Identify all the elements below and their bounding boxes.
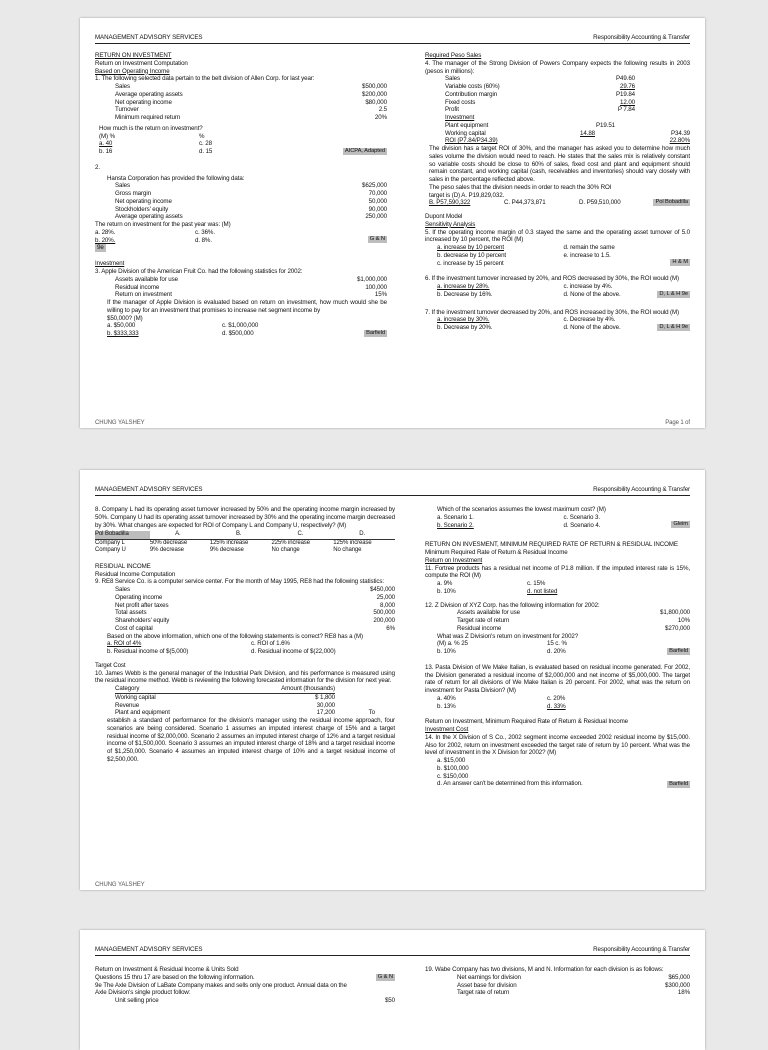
table-row: Pol Bobadilla A. B. C. D.: [95, 531, 395, 539]
table-row: Target rate of return 10%: [457, 617, 690, 624]
question-2-number: 2.: [95, 163, 100, 171]
q1-ask: How much is the return on investment?: [99, 124, 203, 132]
table-row: Plant and equipment 17,200 To: [115, 709, 375, 717]
table-row: Assets available for use $1,000,000: [115, 275, 387, 283]
table-row: Cost of capital 6%: [115, 624, 395, 632]
header-left: MANAGEMENT ADVISORY SERVICES: [95, 946, 203, 953]
table-row: Sales $625,000: [115, 182, 387, 190]
source-tag: H & M: [672, 259, 688, 266]
footer-left: CHUNG YALSHEY: [95, 882, 145, 888]
table-row: Target rate of return 18%: [457, 989, 690, 997]
footer-right: Page 1 of: [665, 420, 690, 426]
section-subtitle: Return on Investment Computation: [95, 59, 188, 67]
right-column: [425, 966, 690, 997]
document-page-3: [80, 930, 705, 1050]
section-title: Return on Investment & Residual Income & Units Sold: [95, 966, 239, 973]
q10-ask: Which of the scenarios assumes the lowest maximum cost? (M): [437, 506, 606, 513]
table-row: Revenue 30,000: [115, 701, 335, 709]
intro-text: 9e The Axle Division of LaBate Company makes and sells only one product. Annual data on the: [95, 981, 347, 989]
header-left: MANAGEMENT ADVISORY SERVICES: [95, 486, 203, 493]
section-title: RESIDUAL INCOME: [95, 562, 151, 570]
section-title: RETURN ON INVESTMENT: [95, 52, 172, 59]
page-footer: [95, 420, 690, 428]
right-column: [425, 506, 690, 788]
table-row: Minimum required return 20%: [115, 114, 387, 121]
q7-options: a. increase by 30%. c. Decrease by 4%. b. Decrease by 20%. d. None of the above.: [437, 316, 621, 331]
source-tag: Barfield: [366, 329, 385, 336]
section-subheading: Investment Cost: [425, 726, 469, 733]
q2-data-table: [95, 182, 387, 221]
header-left: MANAGEMENT ADVISORY SERVICES: [95, 34, 203, 41]
source-tag: Gleim: [673, 521, 688, 528]
table-row: Turnover 2.5: [115, 106, 387, 114]
q3-data-table: [95, 276, 387, 299]
question-9: 9. RE8 Service Co. is a computer service center. For the month of May 1995, RE8 had the following statistics:: [95, 578, 384, 586]
q14-options: a. $15,000 b. $100,000 c. $150,000 d. An answer can't be determined from this information. Barfield: [437, 757, 688, 788]
header-right: Responsibility Accounting & Transfer: [593, 946, 690, 953]
left-column: [95, 506, 395, 764]
table-row: Unit selling price $50: [115, 997, 395, 1004]
header-right: Responsibility Accounting & Transfer: [593, 486, 690, 493]
table-row: Net earnings for division $65,000: [457, 973, 690, 981]
table-row: Sales $450,000: [115, 586, 395, 593]
q4-options: B. P57,590,322 C. P44,373,871 D. P59,510,000 Pol Bobadilla: [429, 199, 688, 207]
table-subheading: Investment: [445, 114, 475, 121]
table-row: Sales $500,000: [115, 83, 387, 90]
page-footer: [95, 882, 690, 890]
right-column: [425, 52, 690, 336]
q4-text: The division has a target ROI of 30%, and the manager has asked you to determine how much sales volume the division would need to reach. He states that the sales mix is relatively constant so variable costs should be close to 60% of sales, fixed cost and plant and equipment should remain constant, and working capital (cash, receivables and inventories) should vary closely with sales in the percentage reflected above.: [429, 145, 690, 183]
table-row: Shareholders' equity 200,000: [115, 617, 395, 624]
table-row: Variable costs (60%) 29.76: [445, 83, 635, 90]
table-row: Asset base for division $300,000: [457, 981, 690, 989]
q12-options: (M) a. % 25 15 c. % b. 10% d. 20%: [437, 640, 567, 655]
q9-data-table: [95, 586, 395, 633]
subheading-investment: Investment: [95, 260, 125, 268]
q8-options-table: [95, 531, 395, 555]
question-3: 3. Apple Division of the American Fruit Co. had the following statistics for 2002:: [95, 268, 303, 275]
table-row: Average operating assets 250,000: [115, 213, 387, 221]
question-11: 11. Fortree products has a residual net income of P1.8 million. If the imputed interest rate is 15%, compute the ROI (M): [425, 564, 690, 580]
table-row: Working capital 14.88 P34.39: [445, 129, 690, 137]
q12-ask: What was Z Division's return on investment for 2002?: [437, 632, 579, 640]
q12-data-table: [425, 609, 690, 632]
subheading-target-cost: Target Cost: [95, 661, 126, 669]
table-row: Fixed costs 12.00: [445, 98, 635, 106]
section-subtitle: Minimum Required Rate of Return & Residual Income: [425, 549, 568, 556]
table-row: Net operating income 50,000: [115, 197, 387, 205]
q13-options: a. 40% c. 20% b. 13% d. 33%: [437, 694, 566, 710]
q3-options: a. $50,000 c. $1,000,000 b. $333,333 d. $500,000: [107, 322, 259, 337]
question-8: 8. Company L had its operating asset turnover increased by 50% and the operating income margin increased by 50%. Company U had its operating asset turnover increased by 30% and the operating income margin decreased by 30%. What changes are expected for ROI of Company L and Company U, respectively? (M): [95, 506, 395, 529]
q3-text: If the manager of Apple Division is evaluated based on return on investment, how much would she be willing to pay for an investment that promises to increase net segment income by: [107, 299, 387, 314]
question-5: 5. If the operating income margin of 0.3 stayed the same and the operating asset turnover of 5.0 increased by 10 percent, the ROI (M): [425, 228, 690, 244]
q1-options: (M) % % a. 40 c. 28 b. 16 d. 15: [99, 132, 213, 155]
table-row: Net profit after taxes 8,000: [115, 601, 395, 609]
question-13: 13. Pasta Division of We Make Italian, is evaluated based on residual income generated. For 2002, the Division generated a residual income of $2,000,000 and net income of $5,000,000. The target rate of return for all divisions of We Make Italian is 20 percent. For 2002, what was the return on investment for Pasta Division? (M): [425, 663, 690, 694]
document-page-1: [80, 18, 705, 428]
table-row: Total assets 500,000: [115, 609, 395, 617]
source-tag: Barfield: [669, 780, 688, 787]
q4-investment-table: [425, 122, 690, 145]
table-row: Gross margin 70,000: [115, 190, 387, 197]
q5-options: a. increase by 10 percent d. remain the same b. decrease by 10 percent e. increase to 1.5. c. increase by 15 percent: [437, 244, 615, 267]
table-row: Residual income $270,000: [457, 624, 690, 632]
q4-text-2: The peso sales that the division needs in order to reach the 30% ROI: [429, 183, 612, 191]
q9-text: Based on the above information, which one of the following statements is correct? RE8 has a (M): [107, 632, 364, 640]
section-subtitle: Residual Income Computation: [95, 570, 176, 578]
table-row: Assets available for use $1,800,000: [457, 609, 690, 617]
table-row: Sales P49.60: [445, 75, 635, 83]
table-row: Average operating assets $200,000: [115, 90, 387, 98]
subheading-dupont: Dupont Model: [425, 213, 463, 220]
question-6: 6. If the investment turnover increased by 20%, and ROS decreased by 30%, the ROI would (M): [425, 275, 679, 283]
question-12: 12. Z Division of XYZ Corp. has the following information for 2002:: [425, 601, 600, 609]
left-column: [95, 966, 395, 1005]
q4-data-table: [425, 75, 635, 122]
source-tag: AICPA, Adapted: [344, 147, 385, 154]
table-row: Net operating income $80,000: [115, 98, 387, 106]
question-4: 4. The manager of the Strong Division of Powers Company expects the following results in 2003 (pesos in millions):: [425, 59, 690, 75]
table-row: Return on investment 15%: [115, 291, 387, 299]
table-row: Company U 9% decrease 9% decrease No change No change: [95, 547, 362, 554]
table-row: Category Amount (thousands): [115, 685, 335, 692]
table-row: Residual income 100,000: [115, 283, 387, 291]
question-1: 1. The following selected data pertain to the belt division of Allen Corp. for last year:: [95, 75, 315, 83]
section-title: RETURN ON INVESMENT, MINIMUM REQUIRED RATE OF RETURN & RESIDUAL INCOME: [425, 541, 678, 549]
page-header: [95, 34, 690, 44]
source-tag: Barfield: [669, 647, 688, 654]
question-10: 10. James Webb is the general manager of the Industrial Park Division, and his performance is measured using the residual income method. Webb is reviewing the following forecasted information for the division for next year.: [95, 669, 395, 685]
intro-line: Questions 15 thru 17 are based on the following information. G & N: [95, 973, 393, 981]
page-header: [95, 946, 690, 956]
question-14: 14. In the X Division of S Co., 2002 segment income exceeded 2002 residual income by $15,000. Also for 2002, return on investment exceeded the target rate of return by 10 percent. What was the level of investment in the X Division for 2002? (M): [425, 733, 690, 757]
q2-options: a. 28%. c. 36%. b. 20%. d. 8%.: [95, 228, 215, 244]
section-subheading: Based on Operating Income: [95, 67, 170, 75]
table-row: Operating income 25,000: [115, 593, 395, 601]
footer-left: CHUNG YALSHEY: [95, 420, 145, 426]
table-row: Working capital $ 1,800: [115, 693, 335, 701]
question-7: 7. If the investment turnover decreased by 20%, and ROS increased by 30%, the ROI would (M): [425, 308, 679, 316]
left-column: [95, 52, 387, 344]
q10-text: establish a standard of performance for the division's manager using the residual income approach, four scenarios are being considered. Scenario 1 assumes an imputed interest charge of 15% and a target residual income of $2,000,000. Scenario 2 assumes an imputed interest charge of 12% and a target residual income of $1,500,000. Scenario 3 assumes an imputed interest charge of 18% and a target residual income of $1,250,000. Scenario 4 assumes an imputed interest charge of 10% and a target residual income of $2,500,000.: [107, 717, 395, 763]
section-subheading: Return on Investment: [425, 556, 483, 564]
question-19: 19. Wabe Company has two divisions, M and N. Information for each division is as follows:: [425, 966, 664, 973]
q3-amount: $50,000? (M): [107, 314, 143, 322]
source-tag: D, L & H 9e: [659, 290, 688, 297]
question-2: Hansta Corporation has provided the following data:: [107, 174, 245, 182]
source-tag: D, L & H 9e: [659, 323, 688, 330]
table-row: Plant equipment P19.51: [445, 121, 615, 129]
source-tag-edition: 9e: [97, 244, 104, 252]
header-right: Responsibility Accounting & Transfer: [593, 34, 690, 41]
table-row: Stockholders' equity 90,000: [115, 205, 387, 213]
section-subheading: Required Peso Sales: [425, 52, 482, 59]
table-row: Company L 50% decrease 125% increase 225% increase 125% increase: [95, 539, 372, 546]
section-subtitle: Return on Investment, Minimum Required Rate of Return & Residual Income: [425, 718, 629, 726]
q4-target: target is (D) A. P19,829,032.: [429, 191, 505, 199]
q1-data-table: [95, 83, 387, 122]
source-tag: Pol Bobadilla: [655, 199, 688, 206]
source-tag: G & N: [369, 236, 385, 243]
table-row: Profit P 7.84: [445, 106, 635, 114]
q10-options: a. Scenario 1. c. Scenario 3. b. Scenario 2. d. Scenario 4.: [437, 513, 601, 529]
intro-text-2: Axle Division's single product follow:: [95, 989, 191, 997]
q10-data-table: [95, 685, 375, 717]
table-row: ROI (P7.84/P34.39) 22.80%: [445, 137, 690, 145]
subheading-sensitivity: Sensitivity Analysis: [425, 220, 476, 228]
page-header: [95, 486, 690, 496]
q2-ask: The return on investment for the past year was: (M): [95, 221, 231, 228]
q19-data-table: [425, 974, 690, 997]
source-tag: G & N: [377, 973, 393, 980]
q11-options: a. 9% c. 15% b. 10% d. not listed: [437, 580, 558, 595]
table-row: Contribution margin P19.84: [445, 90, 635, 98]
q6-options: a. increase by 28%. c. increase by 4%. b. Decrease by 16%. d. None of the above.: [437, 283, 621, 298]
q9-options: a. ROI of 4% c. ROI of 1.6% b. Residual income of $(5,000) d. Residual income of $(22,000): [107, 640, 336, 655]
document-page-2: [80, 470, 705, 890]
